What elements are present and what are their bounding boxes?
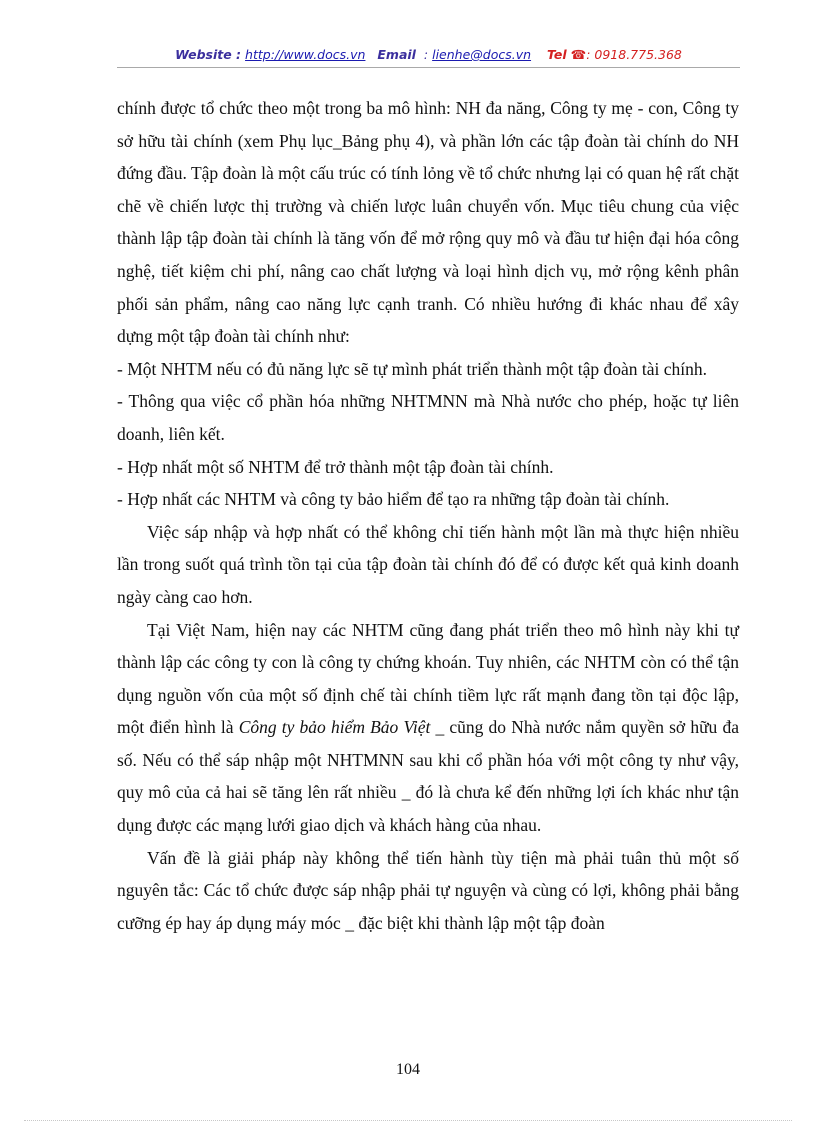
paragraph-principles: Vấn đề là giải pháp này không thể tiến hành tùy tiện mà phải tuân thủ một số nguyên tắc: Các tổ chức được sáp nhập phải tự nguyện và cùng có lợi, không phải bằng cưỡng ép hay áp dụng máy móc _ đặc biệt khi thành lập một tập đoàn: [117, 847, 739, 933]
paragraph-merger: Việc sáp nhập và hợp nhất có thể không chỉ tiến hành một lần mà thực hiện nhiều lần trong suốt quá trình tồn tại của tập đoàn tài chính đó để có được kết quả kinh doanh ngày càng cao hơn.: [117, 521, 739, 607]
header-divider: [117, 67, 740, 68]
website-link[interactable]: http://www.docs.vn: [245, 47, 366, 62]
email-label: Email: [377, 47, 416, 62]
list-item: - Một NHTM nếu có đủ năng lực sẽ tự mình phát triển thành một tập đoàn tài chính.: [117, 358, 708, 379]
email-link[interactable]: lienhe@docs.vn: [432, 47, 532, 62]
list-item: - Thông qua việc cổ phần hóa những NHTMNN mà Nhà nước cho phép, hoặc tự liên doanh, liên kết.: [117, 391, 739, 444]
paragraph-vietnam-text-2: _ cũng do Nhà nước nắm quyền sở hữu đa số. Nếu có thể sáp nhập một NHTMNN sau khi cổ phần hóa với một công ty như vậy, quy mô của cả hai sẽ tăng lên rất nhiều _ đó là chưa kể đến những lợi ích khác như tận dụng được các mạng lưới giao dịch và khách hàng của nhau.: [117, 717, 739, 836]
paragraph-vietnam: [117, 614, 739, 842]
list-item: - Hợp nhất một số NHTM để trở thành một tập đoàn tài chính.: [117, 456, 554, 477]
page-header: [117, 44, 740, 66]
page-bottom-divider: [24, 1120, 792, 1121]
tel-label: Tel: [546, 47, 567, 62]
document-body: [117, 92, 739, 939]
paragraph-intro: chính được tổ chức theo một trong ba mô hình: NH đa năng, Công ty mẹ - con, Công ty sở hữu tài chính (xem Phụ lục_Bảng phụ 4), và phần lớn các tập đoàn tài chính do NH đứng đầu. Tập đoàn là một cấu trúc có tính lỏng về tổ chức nhưng lại có quan hệ rất chặt chẽ về chiến lược thị trường và chiến lược luân chuyển vốn. Mục tiêu chung của việc thành lập tập đoàn tài chính là tăng vốn để mở rộng quy mô và đầu tư hiện đại hóa công nghệ, tiết kiệm chi phí, nâng cao chất lượng và loại hình dịch vụ, mở rộng kênh phân phối sản phẩm, nâng cao năng lực cạnh tranh. Có nhiều hướng đi khác nhau để xây dựng một tập đoàn tài chính như:: [117, 98, 739, 347]
website-label: Website :: [175, 47, 242, 62]
email-separator: :: [423, 47, 429, 62]
list-item: - Hợp nhất các NHTM và công ty bảo hiểm để tạo ra những tập đoàn tài chính.: [117, 489, 670, 510]
phone-number: : 0918.775.368: [586, 47, 682, 62]
paragraph-vietnam-text-1: Tại Việt Nam, hiện nay các NHTM cũng đang phát triển theo mô hình này khi tự thành lập các công ty con là công ty chứng khoán. Tuy nhiên, các NHTM còn có thể tận dụng nguồn vốn của một số định chế tài chính tiềm lực rất mạnh đang tồn tại độc lập, một điển hình là: [117, 619, 739, 738]
paragraph-vietnam-italic: Công ty bảo hiểm Bảo Việt: [238, 717, 431, 738]
page-number: 104: [396, 1061, 420, 1078]
phone-icon: ☎: [570, 47, 587, 62]
